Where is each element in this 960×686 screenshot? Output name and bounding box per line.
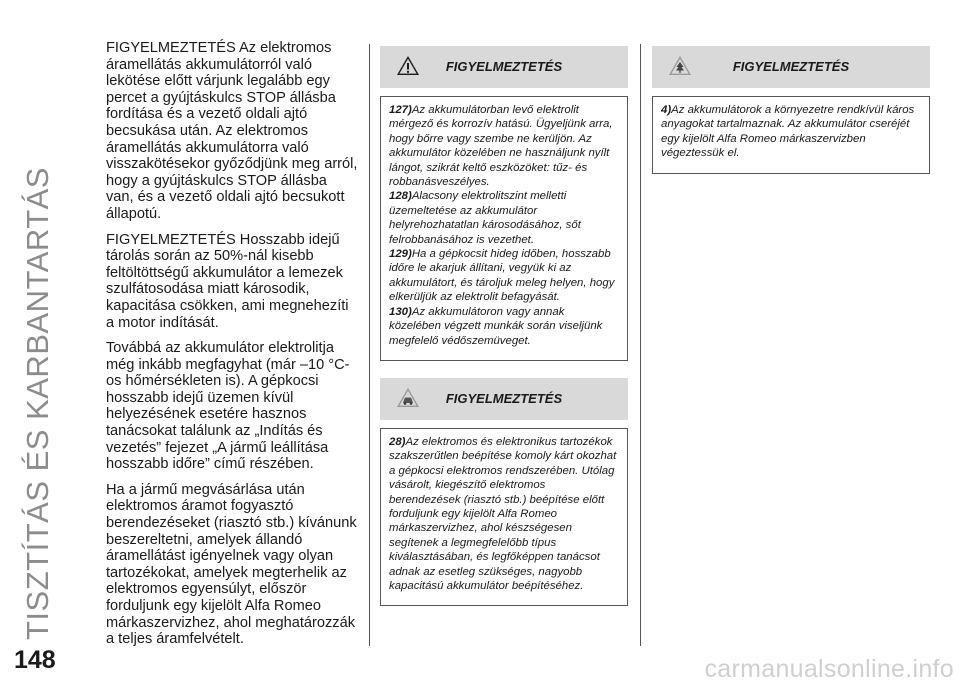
warning-item: 127)Az akkumulátorban levő elektrolit mérgező és korrozív hatású. Ügyeljünk arra, hogy bőrre vagy szembe ne kerüljön. Az akkumulátor közelében ne használjunk nyílt lángot, szikrát keltő eszközöket: tűz- és robbanásveszélyes. — [389, 104, 613, 189]
warning-box-3 — [652, 96, 930, 174]
warning-header-2 — [380, 378, 628, 420]
warning-title: FIGYELMEZTETÉS — [732, 59, 850, 74]
warning-item: 129)Ha a gépkocsit hideg időben, hosszabb időre le akarjuk állítani, vegyük ki az akkumulátort, és tároljuk meleg helyen, hogy elkerüljük az elektrolit befagyását. — [389, 248, 615, 304]
warning-item: 4)Az akkumulátorok a környezetre rendkívül káros anyagokat tartalmaznak. Az akkumulátor cseréjét egy kijelölt Alfa Romeo márkaszervizben végeztessük el. — [661, 104, 915, 160]
section-title: TISZTÍTÁS ÉS KARBANTARTÁS — [20, 167, 55, 640]
column-divider — [369, 44, 370, 646]
paragraph: FIGYELMEZTETÉS Az elektromos áramellátás akkumulátorról való lekötése előtt várjunk legalább egy percet a gyújtáskulcs STOP állásba fordítása és a vezető oldali ajtó becsukása után. Az elektromos áramellátás akkumulátorra való visszakötésekor győződjünk meg arról, hogy a gyújtáskulcs STOP állásba van, és a vezető oldali ajtó becsukott állapotú. — [106, 40, 358, 222]
watermark: carmanualsonline.info — [704, 655, 954, 683]
main-text-column — [106, 40, 358, 657]
warning-item: 130)Az akkumulátoron vagy annak közelében végzett munkák során viseljünk megfelelő védőszemüveget. — [389, 305, 603, 347]
warning-box-1 — [380, 96, 628, 361]
paragraph: FIGYELMEZTETÉS Hosszabb idejű tárolás során az 50%-nál kisebb feltöltöttségű akkumulátor a lemezek szulfátosodása miatt károsodik, kapacitása csökken, ami megnehezíti a motor indítását. — [106, 231, 349, 331]
warning-item: 28)Az elektromos és elektronikus tartozékok szakszerűtlen beépítése komoly kárt okozhat a gépkocsi elektromos rendszerében. Utólag vásárolt, kiegészítő elektromos berendezések (riasztó stb.) beépítése előtt forduljunk egy kijelölt Alfa Romeo márkaszervizhez, ahol készségesen segítenek a legmegfelelőbb típus kiválasztásában, és legfőképpen tanácsot adnak az esetleg szükséges, nagyobb kapacitású akkumulátor beépítéséhez. — [389, 436, 617, 593]
page-number: 148 — [14, 646, 56, 674]
warning-header-3 — [652, 46, 930, 88]
column-divider — [640, 44, 641, 646]
warning-header-1 — [380, 46, 628, 88]
warning-box-2 — [380, 428, 628, 606]
warning-item: 128)Alacsony elektrolitszint melletti üzemeltetése az akkumulátor helyrehozhatatlan károsodásához, sőt felrobbanásához is vezethet. — [389, 190, 581, 246]
warning-title: FIGYELMEZTETÉS — [445, 391, 563, 406]
warning-title: FIGYELMEZTETÉS — [445, 59, 563, 74]
paragraph: Továbbá az akkumulátor elektrolitja még inkább megfagyhat (már –10 °C-os hőmérsékleten is). A gépkocsi hosszabb idejű üzemen kívül helyezésének esetére hasznos tanácsokat találunk az „Indítás és vezetés” fejezet „A jármű leállítása hosszabb időre” című részében. — [106, 340, 350, 473]
paragraph: Ha a jármű megvásárlása után elektromos áramot fogyasztó berendezéseket (riasztó stb.) kívánunk beszereltetni, amelyek állandó áramellátást igényelnek vagy olyan tartozékokat, amelyek megterhelik az elektromos egyensúlyt, először forduljunk egy kijelölt Alfa Romeo márkaszervizhez, ahol meghatározzák a teljes áramfelvételt. — [106, 481, 357, 648]
